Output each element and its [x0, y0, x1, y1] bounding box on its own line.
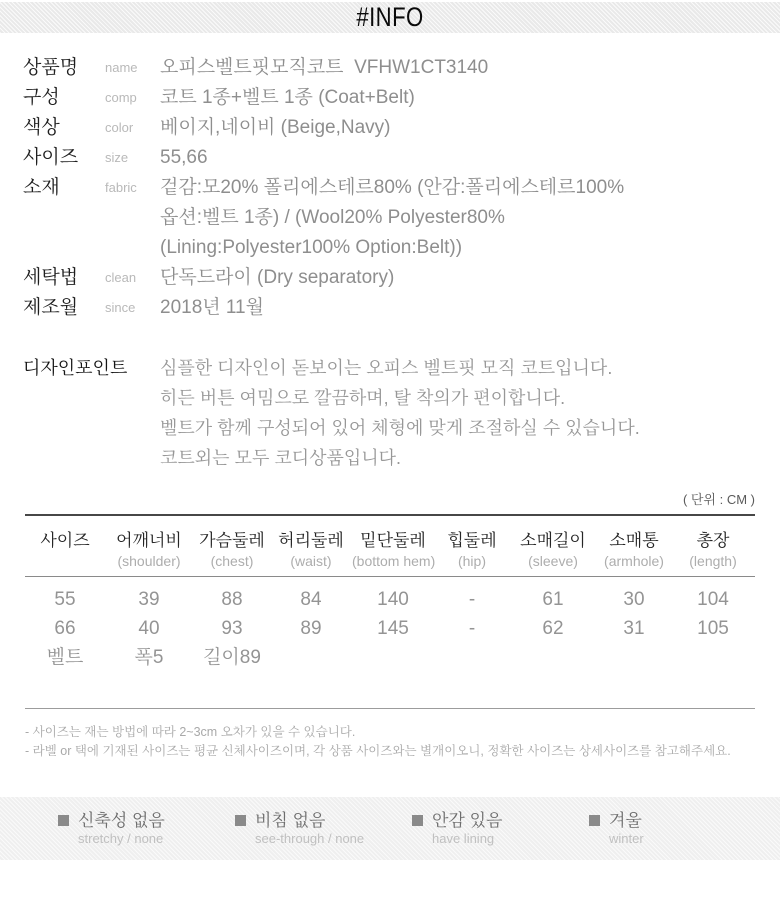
- attribute-label-en: winter: [609, 830, 644, 846]
- table-header-row: [25, 515, 755, 552]
- spec-label-en: name: [105, 60, 138, 75]
- cell: 93: [221, 618, 243, 639]
- square-bullet-icon: [58, 815, 69, 826]
- spec-value: 베이지,네이비 (Beige,Navy): [160, 117, 391, 138]
- spec-value: 55,66: [160, 147, 208, 168]
- spec-label: 색상: [23, 117, 60, 138]
- square-bullet-icon: [412, 815, 423, 826]
- cell: -: [468, 618, 476, 639]
- column-subheader: (sleeve): [528, 553, 578, 569]
- column-subheader: (armhole): [604, 553, 664, 569]
- size-table: [25, 514, 755, 672]
- cell: 89: [300, 618, 322, 639]
- cell: [597, 643, 671, 672]
- column-subheader: [25, 552, 105, 577]
- cell: [671, 643, 755, 672]
- cell: [435, 643, 509, 672]
- product-info-page: [0, 2, 780, 846]
- cell: 66: [54, 618, 76, 639]
- cell: -: [468, 589, 476, 610]
- column-subheader: (waist): [290, 553, 332, 569]
- spec-label-en: color: [105, 120, 134, 135]
- design-point-line: 히든 버튼 여밈으로 깔끔하며, 탈 착의가 편이합니다.: [160, 388, 566, 408]
- design-point-text: [160, 353, 640, 473]
- fabric-line: 겉감:모20% 폴리에스테르80% (안감:폴리에스테르100%: [160, 177, 625, 198]
- spec-label-en: comp: [105, 90, 137, 105]
- column-subheader: (shoulder): [117, 553, 181, 569]
- column-header: 허리둘레: [278, 531, 344, 550]
- spec-value: 단독드라이 (Dry separatory): [160, 267, 395, 288]
- column-header: 가슴둘레: [199, 531, 265, 550]
- column-header: 사이즈: [40, 531, 90, 550]
- spec-label-en: size: [105, 150, 129, 165]
- spec-label: 세탁법: [23, 267, 79, 288]
- table-row-belt: [25, 643, 755, 672]
- spec-label: 제조월: [23, 297, 79, 318]
- cell: 55: [54, 589, 76, 610]
- spec-label: 사이즈: [23, 147, 79, 168]
- cell: 31: [623, 618, 645, 639]
- attribute-label-en: see-through / none: [255, 830, 365, 846]
- column-header: 어깨너비: [116, 531, 182, 550]
- fabric-line: (Lining:Polyester100% Option:Belt)): [160, 237, 463, 258]
- column-header: 힙둘레: [447, 531, 497, 550]
- product-spec-list: [23, 53, 780, 323]
- design-point-section: [23, 353, 780, 473]
- spec-value: 코트 1종+벨트 1종 (Coat+Belt): [160, 87, 415, 108]
- attribute-stretch: [58, 811, 235, 847]
- table-row-size-66: [25, 614, 755, 643]
- table-bottom-divider: [25, 708, 755, 709]
- cell: 61: [542, 589, 564, 610]
- spec-label-en: since: [105, 300, 136, 315]
- table-subheader-row: [25, 552, 755, 577]
- size-notes: [25, 723, 780, 761]
- page-title: #INFO: [356, 2, 424, 32]
- spec-row-color: [23, 113, 780, 143]
- cell: 88: [221, 589, 243, 610]
- cell: 길이89: [203, 647, 261, 668]
- column-subheader: (bottom hem): [352, 553, 436, 569]
- cell: 140: [377, 589, 409, 610]
- cell: 30: [623, 589, 645, 610]
- note-line: - 사이즈는 재는 방법에 따라 2~3cm 오차가 있을 수 있습니다.: [25, 725, 356, 739]
- spec-label: 소재: [23, 177, 60, 198]
- attribute-label: 신축성 없음: [78, 810, 165, 830]
- design-point-line: 심플한 디자인이 돋보이는 오피스 벨트핏 모직 코트입니다.: [160, 358, 613, 378]
- column-subheader: (chest): [210, 553, 254, 569]
- design-point-line: 코트외는 모두 코디상품입니다.: [160, 448, 402, 468]
- spec-row-composition: [23, 83, 780, 113]
- spec-value-multiline: [160, 173, 624, 263]
- column-subheader: (hip): [457, 553, 486, 569]
- spec-label: 구성: [23, 87, 60, 108]
- column-header: 소매통: [609, 531, 659, 550]
- attribute-label-en: stretchy / none: [78, 830, 164, 846]
- design-point-line: 벨트가 함께 구성되어 있어 체형에 맞게 조절하실 수 있습니다.: [160, 418, 640, 438]
- attribute-label: 안감 있음: [432, 810, 503, 830]
- cell: 105: [697, 618, 729, 639]
- square-bullet-icon: [235, 815, 246, 826]
- spec-row-fabric: [23, 173, 780, 263]
- cell: 84: [300, 589, 322, 610]
- attribute-lining: [412, 811, 589, 847]
- attribute-label: 겨울: [609, 810, 642, 830]
- cell: 폭5: [134, 647, 164, 668]
- cell: 62: [542, 618, 564, 639]
- spec-row-name: [23, 53, 780, 83]
- column-header: 밑단둘레: [360, 531, 426, 550]
- attribute-see-through: [235, 811, 412, 847]
- attribute-bar: [0, 797, 780, 860]
- table-row-size-55: [25, 577, 755, 615]
- spec-label-en: fabric: [105, 180, 137, 195]
- attribute-season: [589, 811, 766, 847]
- spec-row-size: [23, 143, 780, 173]
- cell: 40: [138, 618, 160, 639]
- spec-label-en: clean: [105, 270, 137, 285]
- spec-label: 상품명: [23, 57, 79, 78]
- note-line: - 라벨 or 택에 기재된 사이즈는 평균 신체사이즈이며, 각 상품 사이즈와는 별개이오니, 정확한 사이즈는 상세사이즈를 참고해주세요.: [25, 744, 731, 758]
- column-header: 총장: [696, 531, 730, 550]
- cell: 39: [138, 589, 160, 610]
- square-bullet-icon: [589, 815, 600, 826]
- attribute-label-en: have lining: [432, 830, 495, 846]
- spec-row-manufacture-date: [23, 293, 780, 323]
- cell: [351, 643, 435, 672]
- column-subheader: (length): [689, 553, 737, 569]
- design-point-label: 디자인포인트: [23, 358, 128, 378]
- cell: [509, 643, 597, 672]
- cell: 145: [377, 618, 409, 639]
- fabric-line: 옵션:벨트 1종) / (Wool20% Polyester80%: [160, 207, 505, 228]
- cell: [271, 643, 351, 672]
- spec-value: 오피스벨트핏모직코트 VFHW1CT3140: [160, 57, 489, 78]
- spec-row-care: [23, 263, 780, 293]
- spec-value: 2018년 11월: [160, 297, 264, 318]
- column-header: 소매길이: [520, 531, 586, 550]
- cell: 104: [697, 589, 729, 610]
- attribute-label: 비침 없음: [255, 810, 326, 830]
- unit-label: ( 단위 : CM ): [682, 492, 755, 507]
- info-header-bar: [0, 2, 780, 33]
- cell: 벨트: [46, 647, 84, 668]
